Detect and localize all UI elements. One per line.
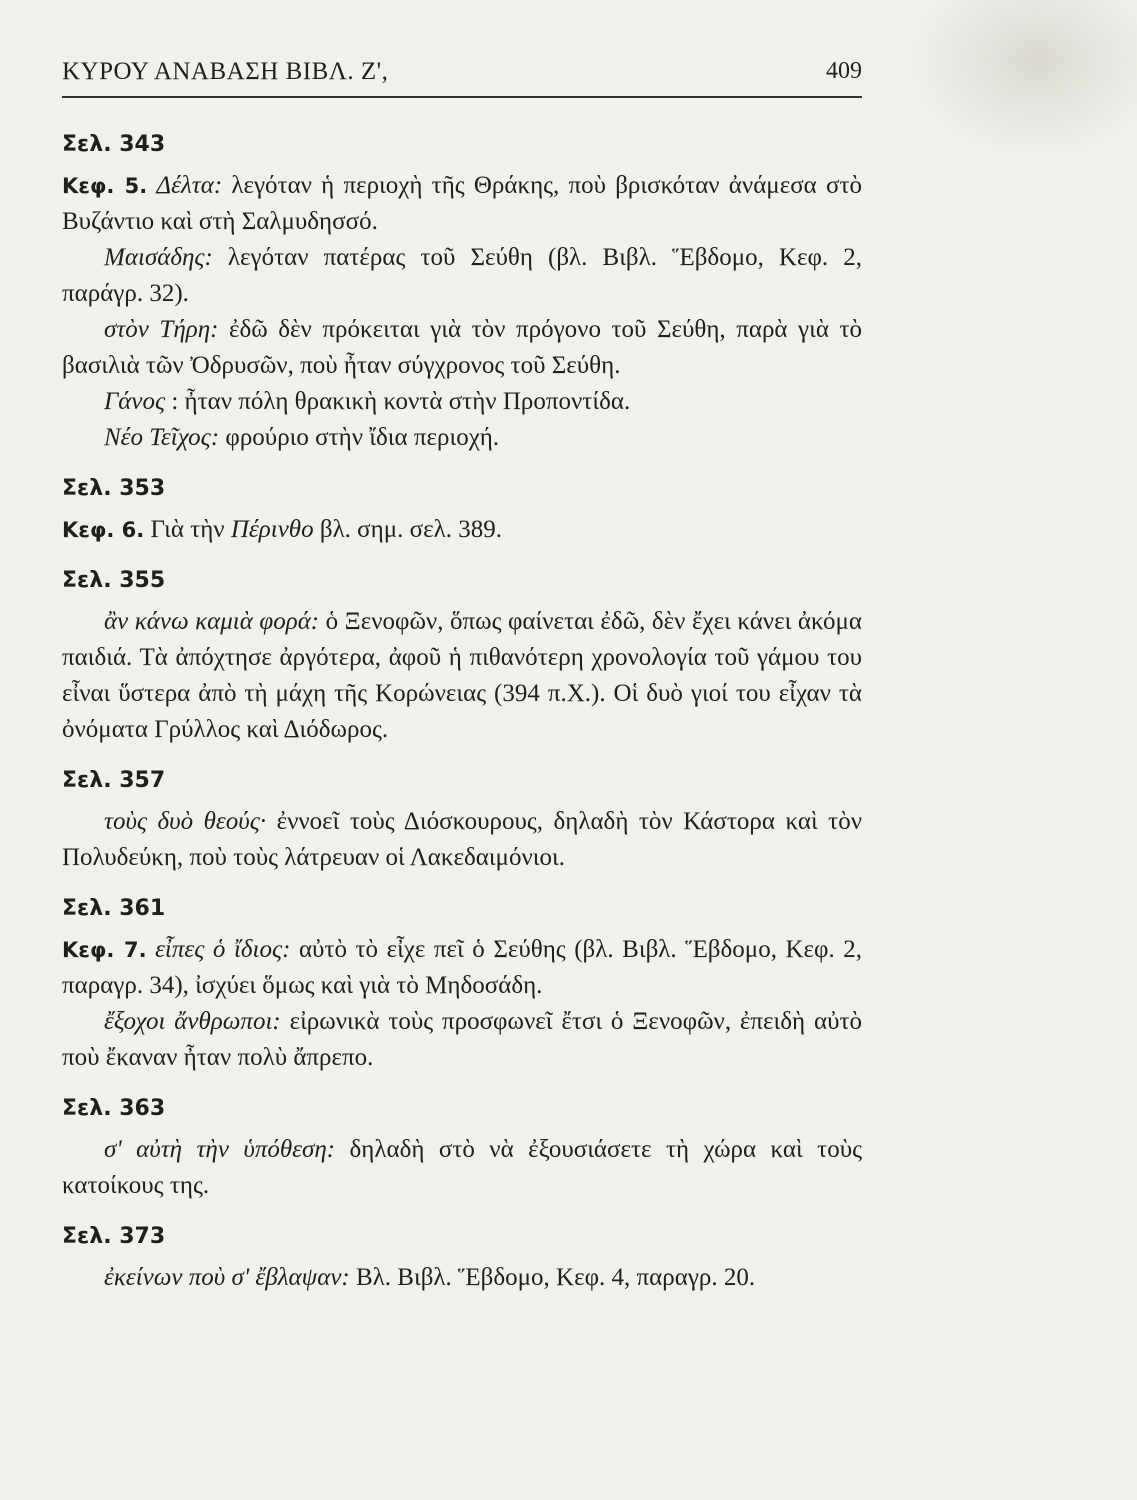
section-heading: Σελ. 363 bbox=[62, 1096, 166, 1121]
note-paragraph bbox=[62, 312, 862, 384]
page-number: 409 bbox=[826, 58, 862, 84]
note-text: ὁ Ξενοφῶν, ὅπως φαίνεται ἐδῶ, δὲν ἔχει κάνει ἀκόμα παιδιά. Τὰ ἀπόχτησε ἀργότερα, ἀφοῦ ἡ πιθανότερη χρονολογία τοῦ γάμου του εἶναι ὕστερα ἀπὸ τὴ μάχη τῆς Κορώνειας (394 π.Χ.). Οἱ δυὸ γιοί του εἶχαν τὰ ὀνόματα Γρύλλος καὶ Διόδωρος. bbox=[62, 608, 862, 743]
note-term: Δέλτα: bbox=[156, 172, 223, 199]
note-text: δηλαδὴ στὸ νὰ ἐξουσιάσετε τὴ χώρα καὶ τοὺς κατοίκους της. bbox=[62, 1136, 862, 1199]
note-text: φρούριο στὴν ἴδια περιοχή. bbox=[219, 424, 500, 451]
note-text: αὐτὸ τὸ εἶχε πεῖ ὁ Σεύθης (βλ. Βιβλ. Ἕβδομο, Κεφ. 2, παραγρ. 34), ἰσχύει ὅμως καὶ γιὰ τὸ Μηδοσάδη. bbox=[62, 936, 862, 999]
note-paragraph bbox=[62, 804, 862, 876]
note-paragraph bbox=[62, 1132, 862, 1204]
note-text: ἐδῶ δὲν πρόκειται γιὰ τὸν πρόγονο τοῦ Σεύθη, παρὰ γιὰ τὸ βασιλιὰ τῶν Ὀδρυσῶν, ποὺ ἦταν σύγχρονος τοῦ Σεύθη. bbox=[62, 316, 863, 379]
section-heading: Σελ. 343 bbox=[62, 132, 166, 157]
section-heading: Σελ. 357 bbox=[62, 768, 166, 793]
note-text: εἰρωνικὰ τοὺς προσφωνεῖ ἔτσι ὁ Ξενοφῶν, ἐπειδὴ αὐτὸ ποὺ ἔκαναν ἦταν πολὺ ἄπρεπο. bbox=[62, 1008, 862, 1071]
chapter-ref: Κεφ. 7. bbox=[62, 938, 147, 962]
paper-stain bbox=[907, 0, 1137, 160]
note-term: εἶπες ὁ ἴδιος: bbox=[155, 936, 291, 963]
section-heading: Σελ. 355 bbox=[62, 568, 166, 593]
header-rule bbox=[62, 96, 862, 98]
note-term: ἂν κάνω καμιὰ φορά: bbox=[104, 608, 320, 635]
note-term: ἔξοχοι ἄνθρωποι: bbox=[104, 1008, 281, 1035]
note-text: Γιὰ τὴν bbox=[144, 516, 231, 543]
note-term: Πέρινθο bbox=[230, 516, 314, 543]
note-term: σ' αὐτὴ τὴν ὑπόθεση: bbox=[104, 1136, 336, 1163]
note-paragraph bbox=[62, 512, 862, 548]
note-text: λεγόταν πατέρας τοῦ Σεύθη (βλ. Βιβλ. Ἕβδομο, Κεφ. 2, παράγρ. 32). bbox=[62, 244, 862, 307]
note-term: ἐκείνων ποὺ σ' ἔβλαψαν: bbox=[104, 1264, 350, 1291]
note-paragraph bbox=[62, 168, 862, 240]
note-text: : ἦταν πόλη θρακικὴ κοντὰ στὴν Προποντίδα. bbox=[165, 388, 631, 415]
section-heading: Σελ. 353 bbox=[62, 476, 166, 501]
note-term: Νέο Τεῖχος: bbox=[104, 424, 220, 451]
note-text: Βλ. Βιβλ. Ἕβδομο, Κεφ. 4, παραγρ. 20. bbox=[349, 1264, 756, 1291]
note-paragraph bbox=[62, 384, 862, 420]
note-paragraph bbox=[62, 932, 862, 1004]
notes-content bbox=[62, 128, 862, 1296]
note-text: λεγόταν ἡ περιοχὴ τῆς Θράκης, ποὺ βρισκόταν ἀνάμεσα στὸ Βυζάντιο καὶ στὴ Σαλμυδησσό. bbox=[62, 172, 862, 235]
running-title: ΚΥΡΟΥ ΑΝΑΒΑΣΗ ΒΙΒΛ. Ζ', bbox=[62, 58, 389, 85]
note-term: Γάνος bbox=[104, 388, 166, 415]
section-heading: Σελ. 361 bbox=[62, 896, 166, 921]
note-term: στὸν Τήρη: bbox=[104, 316, 219, 343]
section-heading: Σελ. 373 bbox=[62, 1224, 166, 1249]
note-paragraph bbox=[62, 604, 862, 748]
note-paragraph bbox=[62, 1004, 862, 1076]
note-paragraph bbox=[62, 240, 862, 312]
chapter-ref: Κεφ. 6. bbox=[62, 518, 145, 542]
note-text: ἐννοεῖ τοὺς Διόσκουρους, δηλαδὴ τὸν Κάστορα καὶ τὸν Πολυδεύκη, ποὺ τοὺς λάτρευαν οἱ Λακεδαιμόνιοι. bbox=[62, 808, 862, 871]
note-paragraph bbox=[62, 420, 862, 456]
chapter-ref: Κεφ. 5. bbox=[62, 174, 148, 198]
note-text: βλ. σημ. σελ. 389. bbox=[313, 516, 502, 543]
note-term: Μαισάδης: bbox=[104, 244, 213, 271]
page-header bbox=[62, 58, 862, 98]
note-paragraph bbox=[62, 1260, 862, 1296]
note-term: τοὺς δυὸ θεούς· bbox=[104, 808, 267, 835]
